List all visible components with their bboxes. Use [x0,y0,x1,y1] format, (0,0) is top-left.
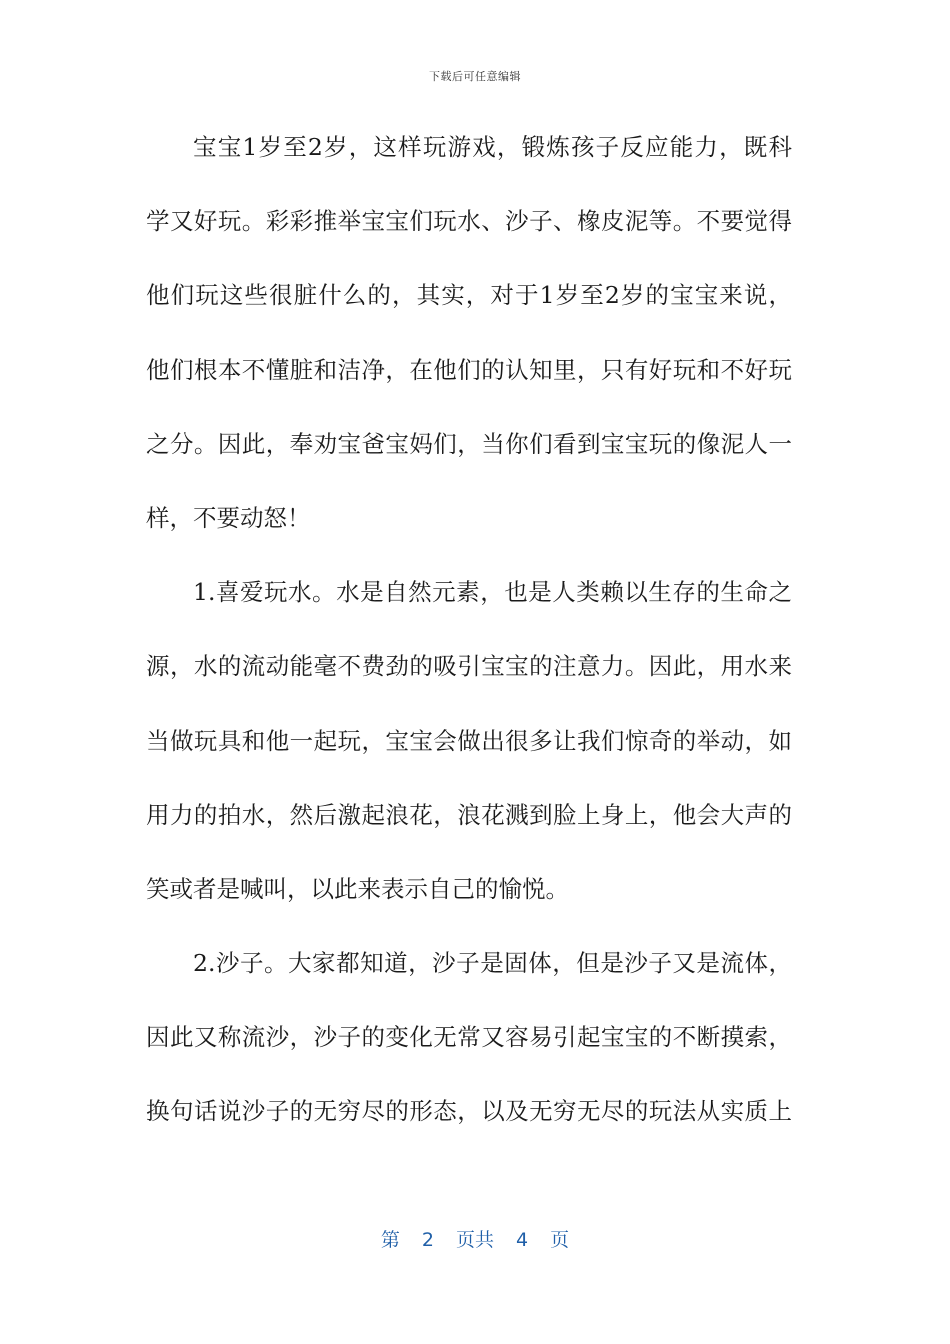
text-line: 学又好玩。彩彩推举宝宝们玩水、沙子、橡皮泥等。不要觉得 [146,207,792,236]
footer-page-total: 4 [516,1229,529,1251]
text-line: 之分。因此，奉劝宝爸宝妈们，当你们看到宝宝玩的像泥人一 [146,429,792,458]
text-line: 用力的拍水，然后激起浪花，浪花溅到脸上身上，他会大声的 [146,800,792,829]
document-body [146,124,792,1163]
text-line: 笑或者是喊叫，以此来表示自己的愉悦。 [146,874,569,903]
text-line: 换句话说沙子的无穷尽的形态，以及无穷无尽的玩法从实质上 [146,1097,792,1126]
page-header: 下载后可任意编辑 [429,70,521,83]
footer-page-prefix: 第 [380,1229,400,1251]
footer-page-number: 2 [421,1229,434,1251]
text-line: 宝宝1岁至2岁，这样玩游戏，锻炼孩子反应能力，既科 [193,133,792,161]
page-footer [0,1225,950,1252]
text-line: 2.沙子。大家都知道，沙子是固体，但是沙子又是流体， [193,949,792,978]
text-line: 当做玩具和他一起玩，宝宝会做出很多让我们惊奇的举动，如 [146,726,792,755]
text-line: 源，水的流动能毫不费劲的吸引宝宝的注意力。因此，用水来 [146,652,792,681]
text-line: 他们玩这些很脏什么的，其实，对于1岁至2岁的宝宝来说， [146,281,792,310]
footer-page-suffix: 页 [550,1229,570,1251]
footer-page-mid: 页共 [455,1229,494,1251]
text-line: 他们根本不懂脏和洁净，在他们的认知里，只有好玩和不好玩 [146,355,792,384]
text-line: 样，不要动怒！ [146,503,311,532]
text-line: 因此又称流沙，沙子的变化无常又容易引起宝宝的不断摸索， [146,1023,792,1052]
text-line: 1.喜爱玩水。水是自然元素，也是人类赖以生存的生命之 [193,578,792,607]
